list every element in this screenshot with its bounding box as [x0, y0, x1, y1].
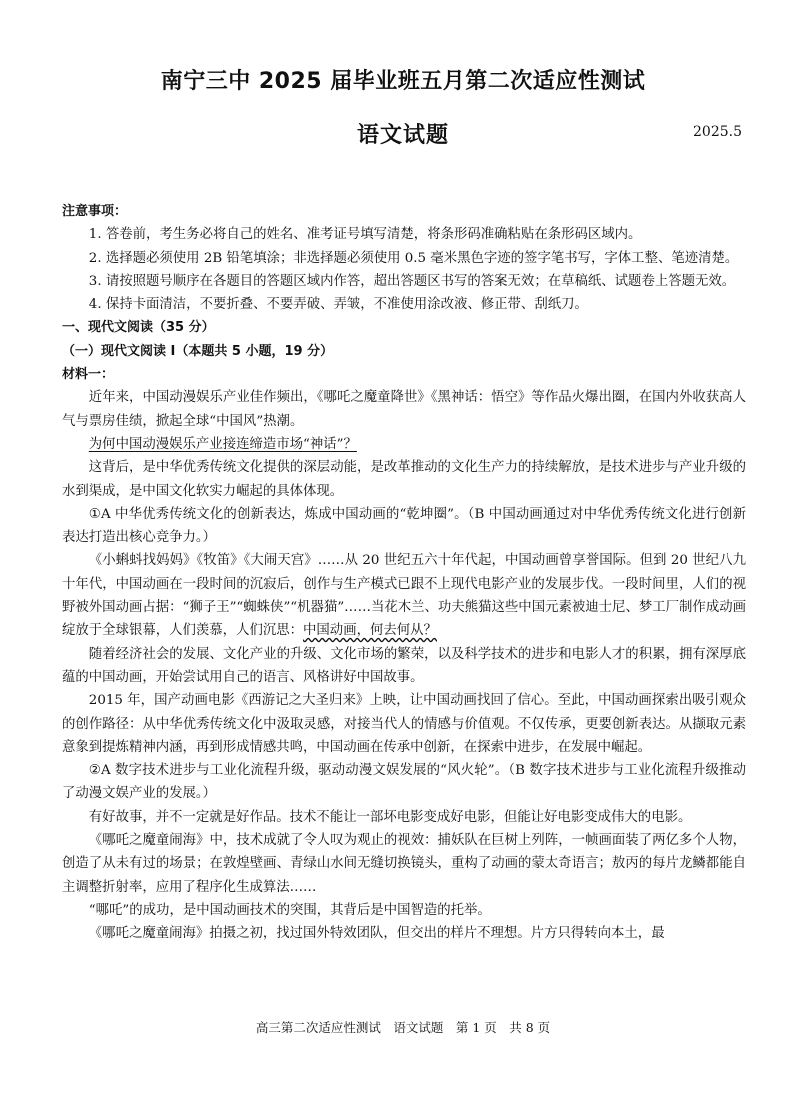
passage-paragraph	[62, 549, 746, 642]
subsection-heading: （一）现代文阅读 I（本题共 5 小题，19 分）	[62, 343, 334, 359]
passage-text: 《小蝌蚪找妈妈》《牧笛》《大闹天宫》……从 20 世纪五六十年代起，中国动画曾享誉国际。但到 20 世纪八九十年代，中国动画在一段时间的沉寂后，创作与生产模式已跟不上现代电影产业的发展步伐。一段时间里，人们的视野被外国动画占据：“狮子王”“蜘蛛侠”“机器猫”……当花木兰、功夫熊猫这些中国元素被迪士尼、梦工厂制作成动画绽放于全球银幕，人们羡慕，人们沉思：	[62, 553, 746, 639]
passage-paragraph: 随着经济社会的发展、文化产业的升级、文化市场的繁荣，以及科学技术的进步和电影人才的积累，拥有深厚底蕴的中国动画，开始尝试用自己的语言、风格讲好中国故事。	[62, 646, 746, 685]
passage-paragraph: 有好故事，并不一定就是好作品。技术不能让一部坏电影变成好电影，但能让好电影变成伟大的电影。	[88, 809, 692, 825]
document-body	[62, 200, 746, 946]
passage-question-line	[62, 433, 746, 456]
passage-paragraph: 这背后，是中华优秀传统文化提供的深层动能，是改革推动的文化生产力的持续解放，是技术进步与产业升级的水到渠成，是中国文化软实力崛起的具体体现。	[62, 460, 746, 499]
passage-paragraph: 《哪吒之魔童闹海》中，技术成就了令人叹为观止的视效：捕妖队在巨树上列阵，一帧画面装了两亿多个人物，创造了从未有过的场景；在敦煌壁画、青绿山水间无缝切换镜头，重构了动画的蒙太奇语言；敖丙的每片龙鳞都能自主调整折射率，应用了程序化生成算法……	[62, 833, 746, 895]
notice-heading: 注意事项：	[62, 204, 128, 219]
exam-date: 2025.5	[693, 124, 742, 140]
notice-item: 3. 请按照题号顺序在各题目的答题区域内作答，超出答题区书写的答案无效；在草稿纸、试题卷上答题无效。	[88, 273, 736, 289]
passage-paragraph: ②A 数字技术进步与工业化流程升级，驱动动漫文娱发展的“风火轮”。（B 数字技术进步与工业化流程升级推动了动漫文娱产业的发展。）	[62, 763, 746, 802]
material-label: 材料一：	[62, 367, 115, 383]
underlined-question: 为何中国动漫娱乐产业接连缔造市场“神话”？	[88, 436, 357, 452]
exam-title: 南宁三中 2025 届毕业班五月第二次适应性测试	[160, 69, 646, 94]
notice-item: 1. 答卷前，考生务必将自己的姓名、准考证号填写清楚，将条形码准确粘贴在条形码区域内。	[88, 227, 642, 243]
passage-paragraph: 《哪吒之魔童闹海》拍摄之初，找过国外特效团队，但交出的样片不理想。片方只得转向本土，最	[88, 926, 665, 942]
passage-paragraph: ①A 中华优秀传统文化的创新表达，炼成中国动画的“乾坤圈”。（B 中国动画通过对中华优秀传统文化进行创新表达打造出核心竞争力。）	[62, 506, 746, 546]
notice-item: 2. 选择题必须使用 2B 铅笔填涂；非选择题必须使用 0.5 毫米黑色字迹的签字笔书写，字体工整、笔迹清楚。	[88, 250, 739, 266]
page-footer: 高三第二次适应性测试 语文试题 第 1 页 共 8 页	[255, 1020, 551, 1035]
notice-item: 4. 保持卡面清洁，不要折叠、不要弄破、弄皱，不准使用涂改液、修正带、刮纸刀。	[88, 297, 588, 313]
wavy-underlined-question: 中国动画，何去何从？	[303, 623, 437, 639]
section-heading: 一、现代文阅读（35 分）	[62, 320, 215, 336]
passage-paragraph: “哪吒”的成功，是中国动画技术的突围，其背后是中国智造的托举。	[88, 902, 491, 918]
passage-paragraph: 2015 年，国产动画电影《西游记之大圣归来》上映，让中国动画找回了信心。至此，中国动画探索出吸引观众的创作路径：从中华优秀传统文化中汲取灵感，对接当代人的情感与价值观。不仅传承，更要创新表达。从撷取元素意象到提炼精神内涵，再到形成情感共鸣，中国动画在传承中创新，在探索中进步，在发展中崛起。	[62, 693, 746, 755]
exam-subtitle: 语文试题	[356, 123, 449, 148]
passage-paragraph: 近年来，中国动漫娱乐产业佳作频出，《哪吒之魔童降世》《黑神话：悟空》等作品火爆出圈，在国内外收获高人气与票房佳绩，掀起全球“中国风”热潮。	[62, 390, 746, 429]
